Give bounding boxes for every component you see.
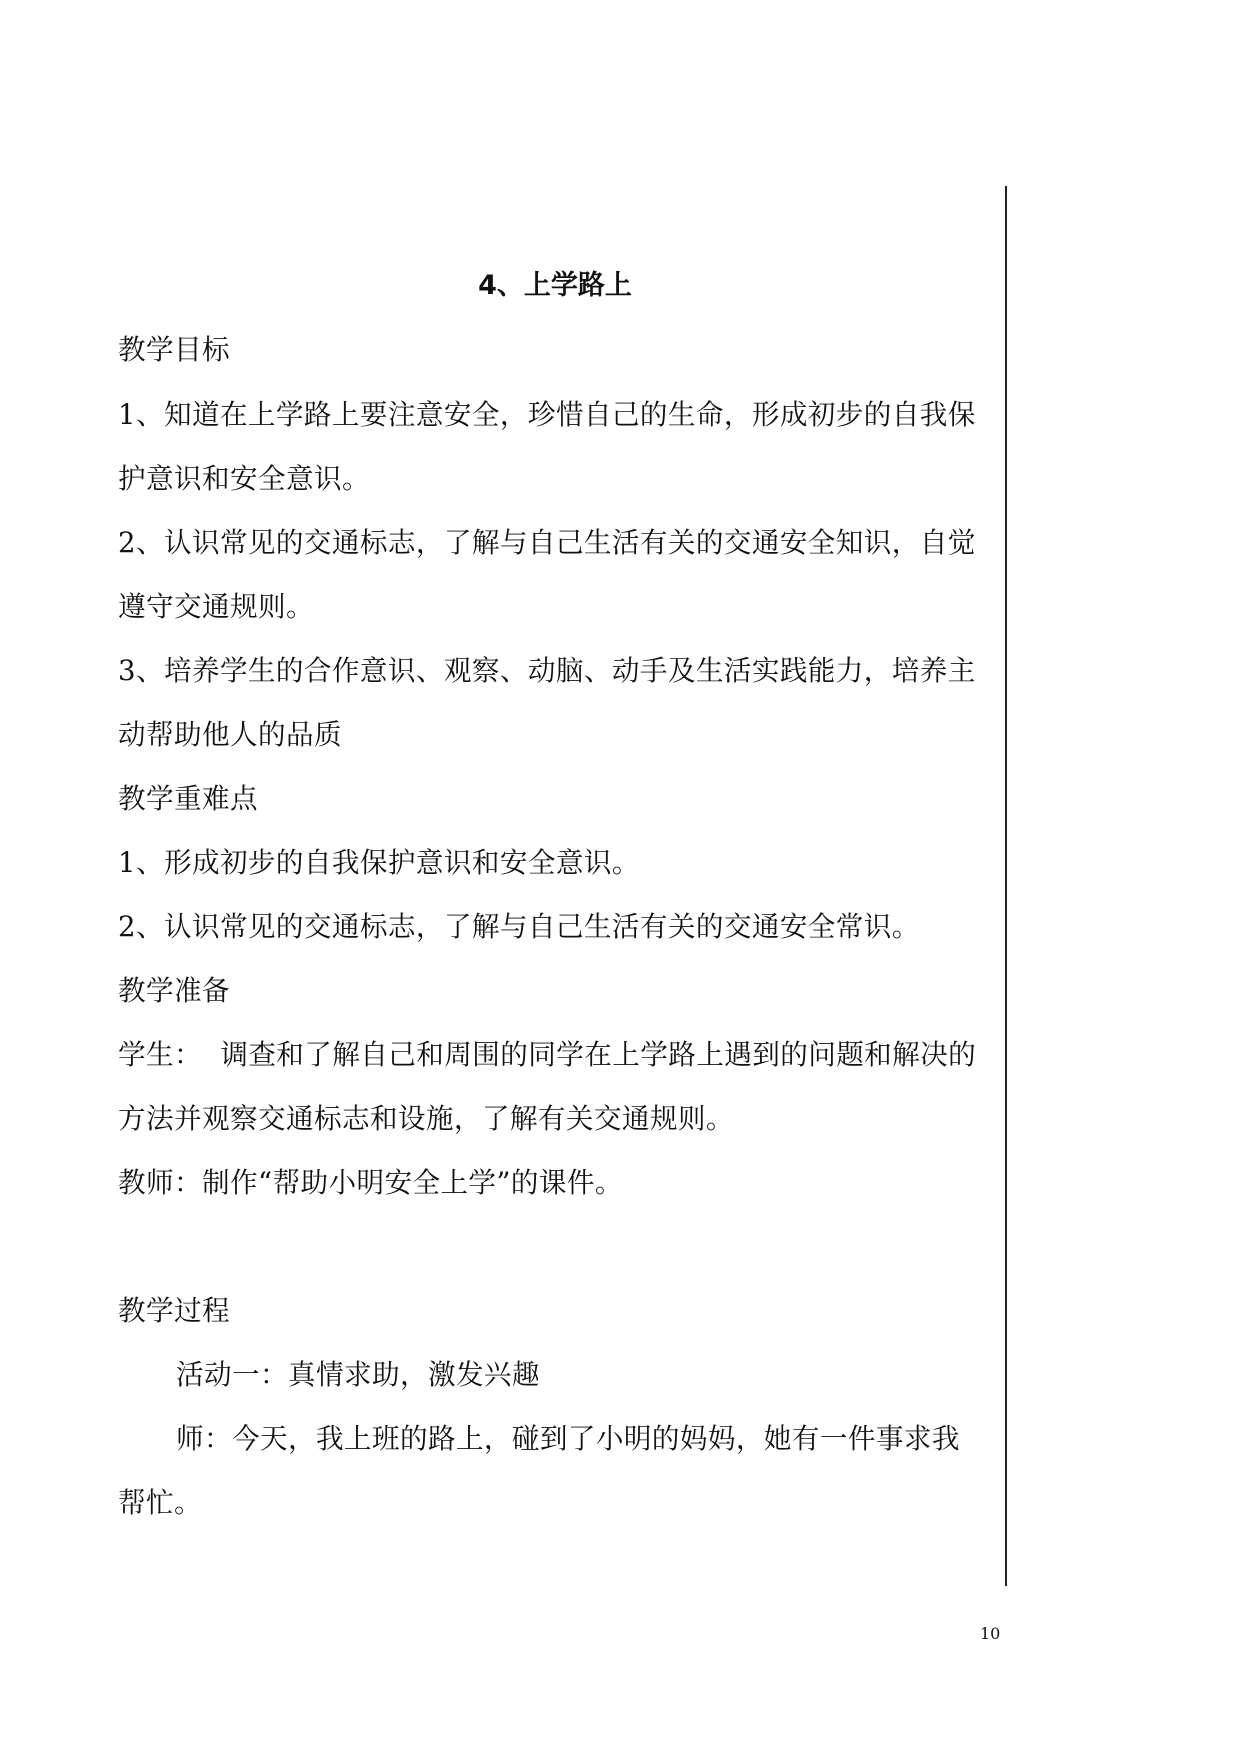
- objective-2-line-1: 2、认识常见的交通标志，了解与自己生活有关的交通安全知识，自觉: [118, 526, 976, 559]
- student-prep-line-2: 方法并观察交通标志和设施，了解有关交通规则。: [118, 1102, 734, 1135]
- activity-1-title: 活动一：真情求助，激发兴趣: [176, 1358, 540, 1391]
- objective-1-line-2: 护意识和安全意识。: [118, 462, 370, 495]
- objective-3-line-1: 3、培养学生的合作意识、观察、动脑、动手及生活实践能力，培养主: [118, 654, 976, 687]
- student-prep-line-1: 学生： 调查和了解自己和周围的同学在上学路上遇到的问题和解决的: [118, 1038, 977, 1071]
- objective-3-line-2: 动帮助他人的品质: [118, 718, 342, 751]
- heading-preparation: 教学准备: [118, 974, 230, 1007]
- objective-1-line-1: 1、知道在上学路上要注意安全，珍惜自己的生命，形成初步的自我保: [118, 398, 976, 431]
- objective-2-line-2: 遵守交通规则。: [118, 590, 314, 623]
- heading-process: 教学过程: [118, 1294, 230, 1327]
- page-number: 10: [980, 1624, 1001, 1643]
- margin-rule: [1005, 186, 1007, 1586]
- lesson-title: 4、上学路上: [478, 270, 632, 301]
- key-point-1: 1、形成初步的自我保护意识和安全意识。: [118, 846, 640, 879]
- heading-objectives: 教学目标: [118, 333, 230, 366]
- heading-key-points: 教学重难点: [118, 782, 258, 815]
- teacher-dialogue-line-1: 师：今天，我上班的路上，碰到了小明的妈妈，她有一件事求我: [176, 1422, 960, 1455]
- teacher-prep: 教师：制作“帮助小明安全上学”的课件。: [118, 1166, 623, 1199]
- key-point-2: 2、认识常见的交通标志，了解与自己生活有关的交通安全常识。: [118, 910, 920, 943]
- teacher-dialogue-line-2: 帮忙。: [118, 1486, 202, 1519]
